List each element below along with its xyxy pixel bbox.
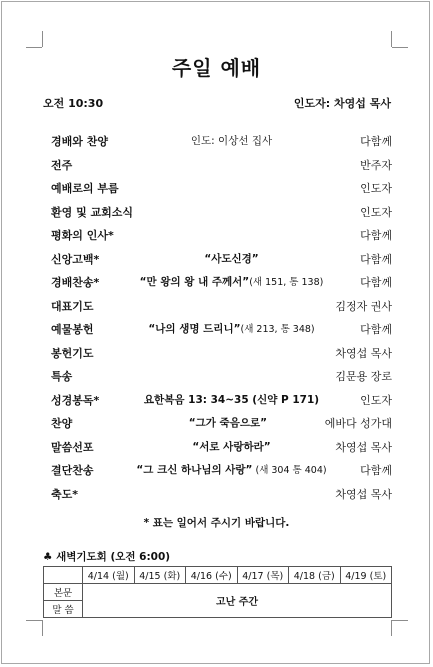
schedule-date: 4/14 (월) bbox=[83, 567, 135, 584]
order-item-person: 김정자 권사 bbox=[335, 299, 392, 313]
order-item-detail bbox=[131, 318, 332, 342]
service-time: 오전 10:30 bbox=[43, 97, 104, 110]
order-item-person: 다함께 bbox=[360, 464, 392, 477]
order-item-detail bbox=[131, 130, 332, 154]
order-item-label: 말씀선포 bbox=[51, 440, 94, 454]
order-item-person: 반주자 bbox=[360, 158, 392, 172]
service-leader: 인도자: 차영섭 목사 bbox=[293, 97, 391, 110]
order-item-title: 인도: 이상선 집사 bbox=[190, 135, 273, 147]
order-item-label: 봉헌기도 bbox=[51, 346, 94, 360]
order-item-title: “그가 죽음으로” bbox=[188, 417, 268, 429]
order-row bbox=[51, 459, 392, 483]
order-item-label: 찬양 bbox=[51, 417, 73, 430]
order-item-person: 차영섭 목사 bbox=[335, 346, 392, 360]
order-item-label: 환영 및 교회소식 bbox=[51, 205, 134, 219]
schedule-date: 4/15 (화) bbox=[134, 567, 186, 584]
order-item-person: 인도자 bbox=[360, 393, 392, 407]
order-item-person: 에바다 성가대 bbox=[324, 417, 392, 430]
order-row bbox=[51, 483, 392, 507]
schedule-corner-cell bbox=[44, 567, 83, 584]
order-item-label: 특송 bbox=[51, 370, 73, 383]
order-item-label: 경배찬송* bbox=[51, 276, 100, 289]
order-item-person: 다함께 bbox=[360, 135, 392, 148]
order-item-label: 예물봉헌 bbox=[51, 323, 94, 336]
service-info bbox=[43, 95, 391, 111]
schedule-date: 4/19 (토) bbox=[340, 567, 392, 584]
order-row bbox=[51, 436, 392, 460]
order-item-person: 인도자 bbox=[360, 182, 392, 195]
schedule-date: 4/16 (수) bbox=[186, 567, 238, 584]
schedule-date: 4/17 (목) bbox=[237, 567, 289, 584]
schedule-merged-cell: 고난 주간 bbox=[83, 584, 392, 618]
order-item-label: 전주 bbox=[51, 158, 73, 172]
order-item-title: “그 크신 하나님의 사랑” bbox=[136, 464, 253, 476]
order-item-detail bbox=[131, 459, 332, 483]
schedule-row-label: 말 씀 bbox=[44, 601, 83, 618]
order-item-title: “만 왕의 왕 내 주께서” bbox=[139, 276, 250, 288]
schedule-header-row bbox=[44, 567, 392, 584]
order-item-person: 다함께 bbox=[360, 276, 392, 289]
order-row bbox=[51, 365, 392, 389]
order-item-label: 예배로의 부름 bbox=[51, 182, 119, 195]
order-of-worship bbox=[51, 130, 392, 506]
schedule-row-label: 본문 bbox=[44, 584, 83, 601]
hymn-number: (새 151, 통 138) bbox=[249, 277, 324, 288]
order-item-detail bbox=[131, 412, 325, 436]
schedule-date: 4/18 (금) bbox=[289, 567, 341, 584]
schedule-text-row bbox=[44, 584, 392, 601]
order-item-title: “사도신경” bbox=[204, 252, 259, 265]
order-item-label: 대표기도 bbox=[51, 299, 94, 313]
page-title: 주일 예배 bbox=[171, 56, 262, 80]
order-item-detail bbox=[131, 436, 332, 460]
order-item-detail bbox=[131, 389, 332, 413]
order-item-person: 차영섭 목사 bbox=[335, 440, 392, 454]
order-row bbox=[51, 224, 392, 248]
order-item-person: 차영섭 목사 bbox=[335, 487, 392, 501]
order-item-label: 경배와 찬양 bbox=[51, 135, 108, 148]
order-item-person: 다함께 bbox=[360, 229, 392, 242]
order-item-label: 성경봉독* bbox=[51, 393, 100, 407]
order-item-person: 다함께 bbox=[360, 252, 392, 266]
order-row bbox=[51, 412, 392, 436]
order-row bbox=[51, 177, 392, 201]
dawn-prayer-title: ♣ 새벽기도회 (오전 6:00) bbox=[43, 551, 171, 563]
order-row bbox=[51, 130, 392, 154]
order-row bbox=[51, 318, 392, 342]
standing-note: * 표는 일어서 주시기 바랍니다. bbox=[143, 517, 290, 529]
order-item-detail bbox=[131, 271, 332, 295]
order-row bbox=[51, 201, 392, 225]
order-item-title: 요한복음 13: 34~35 (신약 P 171) bbox=[143, 393, 320, 406]
order-item-label: 축도* bbox=[51, 487, 79, 501]
hymn-number: (새 213, 통 348) bbox=[240, 324, 315, 335]
order-row bbox=[51, 154, 392, 178]
order-item-person: 김문용 장로 bbox=[335, 370, 392, 383]
order-item-label: 결단찬송 bbox=[51, 464, 94, 477]
hymn-number: (새 304 통 404) bbox=[252, 465, 327, 476]
order-row bbox=[51, 295, 392, 319]
order-item-title: “나의 생명 드리니” bbox=[148, 323, 241, 335]
order-row bbox=[51, 389, 392, 413]
order-item-person: 다함께 bbox=[360, 323, 392, 336]
order-row bbox=[51, 271, 392, 295]
order-item-person: 인도자 bbox=[360, 205, 392, 219]
dawn-prayer-schedule bbox=[43, 566, 392, 618]
order-item-label: 신앙고백* bbox=[51, 252, 100, 266]
order-item-detail bbox=[131, 248, 332, 272]
order-item-label: 평화의 인사* bbox=[51, 229, 114, 242]
order-item-title: “서로 사랑하라” bbox=[192, 440, 271, 453]
order-row bbox=[51, 248, 392, 272]
order-row bbox=[51, 342, 392, 366]
